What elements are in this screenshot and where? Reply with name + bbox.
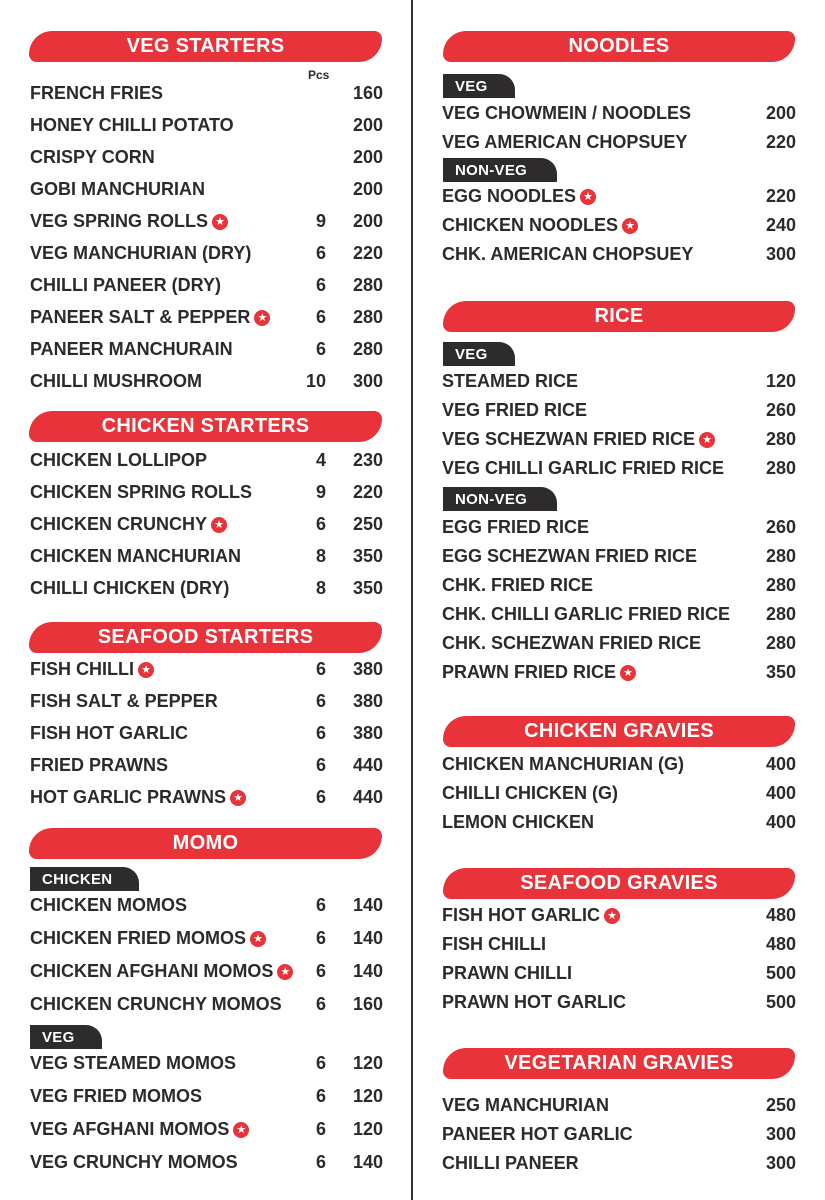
menu-item-row <box>0 723 411 751</box>
menu-item-price: 440 <box>352 755 383 775</box>
menu-item-row <box>0 339 411 367</box>
menu-item-row <box>0 787 411 815</box>
menu-item-name-text: CHILLI CHICKEN (DRY) <box>30 578 230 598</box>
menu-item-name <box>30 928 266 949</box>
menu-item-row <box>0 1152 411 1180</box>
menu-item-name <box>30 578 229 599</box>
menu-item-name-text: CHICKEN AFGHANI MOMOS <box>30 961 274 981</box>
menu-item-name <box>442 244 693 265</box>
menu-item-pcs: 6 <box>315 275 326 295</box>
menu-item-name <box>442 575 593 596</box>
menu-item-name-text: VEG MANCHURIAN <box>442 1095 610 1115</box>
menu-item-pcs: 6 <box>315 1152 326 1172</box>
menu-item-pcs: 9 <box>315 482 326 502</box>
menu-item-name <box>442 371 578 392</box>
menu-item-name <box>442 132 687 153</box>
menu-item-pcs: 4 <box>315 450 326 470</box>
menu-item-name <box>30 1152 238 1173</box>
menu-item-row <box>0 371 411 399</box>
menu-item-price: 400 <box>765 812 796 832</box>
menu-item-row <box>0 578 411 606</box>
menu-item-pcs: 9 <box>315 211 326 231</box>
menu-item-name <box>442 633 701 654</box>
menu-item-row <box>413 103 825 131</box>
menu-item-price: 280 <box>352 307 383 327</box>
menu-item-price: 300 <box>765 244 796 264</box>
menu-item-name-text: FRIED PRAWNS <box>30 755 169 775</box>
menu-item-name <box>442 604 730 625</box>
menu-item-row <box>0 450 411 478</box>
menu-item-price: 500 <box>765 963 796 983</box>
menu-item-name-text: PANEER SALT & PEPPER <box>30 307 251 327</box>
menu-item-price: 200 <box>352 211 383 231</box>
menu-item-row <box>413 963 825 991</box>
seafood-gravies-header: SEAFOOD GRAVIES <box>443 868 795 899</box>
noodles-veg-tag: VEG <box>443 74 515 98</box>
seafood-starters-header: SEAFOOD STARTERS <box>29 622 382 653</box>
menu-item-name-text: STEAMED RICE <box>442 371 579 391</box>
menu-item-name <box>442 754 684 775</box>
menu-item-price: 200 <box>352 115 383 135</box>
menu-item-price: 280 <box>352 275 383 295</box>
chicken-starters-header: CHICKEN STARTERS <box>29 411 382 442</box>
menu-item-name-text: VEG MANCHURIAN (DRY) <box>30 243 252 263</box>
menu-item-price: 120 <box>765 371 796 391</box>
menu-item-price: 350 <box>765 662 796 682</box>
menu-item-row <box>413 546 825 574</box>
menu-item-price: 140 <box>352 895 383 915</box>
menu-item-price: 380 <box>352 659 383 679</box>
menu-item-name <box>30 1053 236 1074</box>
menu-item-name-text: CHICKEN FRIED MOMOS <box>30 928 246 948</box>
menu-item-price: 380 <box>352 691 383 711</box>
menu-item-row <box>0 928 411 956</box>
menu-item-row <box>413 400 825 428</box>
menu-item-name <box>30 895 187 916</box>
menu-item-row <box>0 755 411 783</box>
menu-item-row <box>413 429 825 457</box>
menu-item-name-text: LEMON CHICKEN <box>442 812 594 832</box>
menu-item-name-text: CHICKEN NOODLES <box>442 215 619 235</box>
menu-item-name <box>442 103 691 124</box>
star-icon: ★ <box>233 1122 249 1138</box>
menu-item-price: 400 <box>765 783 796 803</box>
menu-item-price: 500 <box>765 992 796 1012</box>
menu-item-row <box>413 244 825 272</box>
star-icon: ★ <box>212 214 228 230</box>
menu-item-name-text: FISH SALT & PEPPER <box>30 691 218 711</box>
star-icon: ★ <box>230 790 246 806</box>
menu-item-price: 230 <box>352 450 383 470</box>
menu-item-name <box>442 400 587 421</box>
rice-header: RICE <box>443 301 795 332</box>
menu-item-name-text: VEG CRUNCHY MOMOS <box>30 1152 238 1172</box>
menu-item-row <box>413 215 825 243</box>
menu-item-name <box>30 1086 202 1107</box>
menu-item-row <box>0 147 411 175</box>
menu-item-pcs: 6 <box>315 339 326 359</box>
menu-item-pcs: 6 <box>315 243 326 263</box>
menu-item-name <box>30 787 246 808</box>
menu-item-name-text: CHILLI PANEER <box>442 1153 579 1173</box>
menu-item-row <box>413 458 825 486</box>
menu-item-pcs: 6 <box>315 659 326 679</box>
menu-item-name <box>30 755 168 776</box>
menu-item-price: 220 <box>765 186 796 206</box>
menu-item-name <box>30 147 155 168</box>
menu-item-name <box>442 517 589 538</box>
menu-item-row <box>413 186 825 214</box>
vegetarian-gravies-header: VEGETARIAN GRAVIES <box>443 1048 795 1079</box>
menu-item-name-text: FISH HOT GARLIC <box>442 905 600 925</box>
menu-item-price: 280 <box>765 604 796 624</box>
menu-item-name-text: HONEY CHILLI POTATO <box>30 115 234 135</box>
star-icon: ★ <box>699 432 715 448</box>
menu-item-name <box>442 458 724 479</box>
menu-item-row <box>0 994 411 1022</box>
menu-item-row <box>0 1053 411 1081</box>
menu-item-pcs: 6 <box>315 787 326 807</box>
menu-item-name-text: PANEER MANCHURAIN <box>30 339 233 359</box>
menu-item-row <box>413 812 825 840</box>
menu-item-pcs: 6 <box>315 514 326 534</box>
menu-item-name-text: FISH HOT GARLIC <box>30 723 188 743</box>
menu-item-row <box>0 514 411 542</box>
menu-item-name <box>30 546 241 567</box>
menu-item-price: 300 <box>765 1124 796 1144</box>
menu-item-name-text: VEG STEAMED MOMOS <box>30 1053 237 1073</box>
menu-item-name <box>442 992 626 1013</box>
right-column <box>413 0 825 1200</box>
menu-item-price: 220 <box>352 482 383 502</box>
menu-item-price: 120 <box>352 1086 383 1106</box>
menu-item-row <box>413 633 825 661</box>
menu-item-price: 220 <box>352 243 383 263</box>
menu-item-pcs: 6 <box>315 1119 326 1139</box>
menu-item-row <box>413 905 825 933</box>
menu-item-price: 400 <box>765 754 796 774</box>
menu-item-name-text: HOT GARLIC PRAWNS <box>30 787 226 807</box>
menu-item-name <box>30 211 228 232</box>
menu-item-price: 140 <box>352 928 383 948</box>
menu-item-name <box>442 1095 609 1116</box>
menu-item-name-text: VEG SCHEZWAN FRIED RICE <box>442 429 696 449</box>
menu-item-pcs: 6 <box>315 994 326 1014</box>
menu-item-name-text: CHK. CHILLI GARLIC FRIED RICE <box>442 604 730 624</box>
menu-item-name-text: CHK. SCHEZWAN FRIED RICE <box>442 633 702 653</box>
menu-item-pcs: 6 <box>315 307 326 327</box>
menu-item-price: 220 <box>765 132 796 152</box>
menu-item-name <box>442 186 596 207</box>
menu-item-row <box>413 1124 825 1152</box>
menu-item-row <box>0 307 411 335</box>
menu-item-pcs: 6 <box>315 755 326 775</box>
star-icon: ★ <box>254 310 270 326</box>
menu-item-row <box>413 754 825 782</box>
menu-item-price: 280 <box>765 458 796 478</box>
menu-item-name-text: FRENCH FRIES <box>30 83 164 103</box>
menu-item-name <box>442 934 546 955</box>
menu-item-name <box>442 812 594 833</box>
menu-item-row <box>0 275 411 303</box>
menu-item-row <box>0 961 411 989</box>
menu-item-name-text: CHICKEN CRUNCHY MOMOS <box>30 994 282 1014</box>
menu-item-name <box>442 783 618 804</box>
menu-item-name <box>30 482 252 503</box>
menu-item-name <box>30 115 234 136</box>
star-icon: ★ <box>622 218 638 234</box>
menu-item-row <box>0 691 411 719</box>
menu-item-price: 240 <box>765 215 796 235</box>
menu-item-price: 280 <box>765 633 796 653</box>
star-icon: ★ <box>604 908 620 924</box>
menu-item-price: 280 <box>352 339 383 359</box>
menu-item-row <box>0 83 411 111</box>
menu-item-row <box>0 179 411 207</box>
menu-item-pcs: 6 <box>315 1086 326 1106</box>
menu-item-row <box>0 482 411 510</box>
star-icon: ★ <box>211 517 227 533</box>
menu-item-price: 280 <box>765 429 796 449</box>
menu-item-price: 260 <box>765 400 796 420</box>
menu-item-row <box>413 662 825 690</box>
menu-item-price: 350 <box>352 546 383 566</box>
menu-item-price: 440 <box>352 787 383 807</box>
rice-nonveg-tag: NON-VEG <box>443 487 557 511</box>
menu-item-name-text: FISH CHILLI <box>442 934 546 954</box>
menu-item-pcs: 6 <box>315 691 326 711</box>
chicken-gravies-header: CHICKEN GRAVIES <box>443 716 795 747</box>
menu-item-name-text: VEG CHILLI GARLIC FRIED RICE <box>442 458 725 478</box>
menu-item-row <box>413 992 825 1020</box>
veg-starters-header: VEG STARTERS <box>29 31 382 62</box>
menu-item-price: 140 <box>352 1152 383 1172</box>
menu-item-row <box>413 132 825 160</box>
menu-item-price: 480 <box>765 934 796 954</box>
star-icon: ★ <box>138 662 154 678</box>
menu-item-name <box>442 1153 579 1174</box>
menu-item-name <box>30 243 251 264</box>
menu-item-name-text: FISH CHILLI <box>30 659 134 679</box>
menu-item-name <box>30 691 218 712</box>
menu-item-name-text: CHILLI CHICKEN (G) <box>442 783 618 803</box>
menu-item-name-text: EGG SCHEZWAN FRIED RICE <box>442 546 698 566</box>
menu-item-name-text: CHK. FRIED RICE <box>442 575 594 595</box>
menu-item-pcs: 8 <box>315 578 326 598</box>
menu-item-name <box>30 450 207 471</box>
star-icon: ★ <box>580 189 596 205</box>
rice-veg-tag: VEG <box>443 342 515 366</box>
menu-item-price: 250 <box>765 1095 796 1115</box>
menu-item-name-text: CHICKEN CRUNCHY <box>30 514 208 534</box>
momo-chicken-tag: CHICKEN <box>30 867 139 891</box>
menu-item-name <box>30 961 293 982</box>
menu-item-name-text: PRAWN FRIED RICE <box>442 662 617 682</box>
menu-item-row <box>413 604 825 632</box>
menu-item-name-text: PANEER HOT GARLIC <box>442 1124 633 1144</box>
menu-item-pcs: 10 <box>305 371 326 391</box>
menu-item-name-text: VEG AFGHANI MOMOS <box>30 1119 230 1139</box>
menu-item-name <box>30 994 282 1015</box>
menu-item-row <box>413 783 825 811</box>
menu-item-pcs: 6 <box>315 1053 326 1073</box>
menu-item-name-text: CHICKEN SPRING ROLLS <box>30 482 253 502</box>
menu-item-row <box>413 934 825 962</box>
menu-item-price: 140 <box>352 961 383 981</box>
menu-item-price: 380 <box>352 723 383 743</box>
menu-item-price: 350 <box>352 578 383 598</box>
momo-header: MOMO <box>29 828 382 859</box>
menu-item-name-text: CHICKEN LOLLIPOP <box>30 450 208 470</box>
menu-item-name <box>30 659 154 680</box>
menu-item-name-text: CHK. AMERICAN CHOPSUEY <box>442 244 694 264</box>
star-icon: ★ <box>277 964 293 980</box>
menu-item-name <box>442 905 620 926</box>
menu-item-name-text: GOBI MANCHURIAN <box>30 179 205 199</box>
menu-item-price: 120 <box>352 1053 383 1073</box>
menu-item-row <box>0 546 411 574</box>
menu-item-name-text: CHICKEN MOMOS <box>30 895 187 915</box>
left-column <box>0 0 411 1200</box>
menu-item-price: 200 <box>352 147 383 167</box>
menu-item-name <box>442 963 572 984</box>
menu-item-name-text: CRISPY CORN <box>30 147 155 167</box>
menu-item-name <box>30 1119 249 1140</box>
menu-item-price: 120 <box>352 1119 383 1139</box>
menu-item-price: 200 <box>352 179 383 199</box>
menu-item-name <box>30 275 221 296</box>
menu-item-price: 260 <box>765 517 796 537</box>
menu-item-price: 300 <box>765 1153 796 1173</box>
menu-item-price: 280 <box>765 546 796 566</box>
menu-item-price: 280 <box>765 575 796 595</box>
menu-item-row <box>0 1086 411 1114</box>
menu-item-name <box>30 307 270 328</box>
menu-item-row <box>413 371 825 399</box>
menu-item-pcs: 8 <box>315 546 326 566</box>
menu-item-name <box>442 1124 633 1145</box>
menu-item-name-text: EGG NOODLES <box>442 186 577 206</box>
menu-item-name-text: VEG FRIED MOMOS <box>30 1086 203 1106</box>
pcs-column-header: Pcs <box>308 68 330 82</box>
menu-item-row <box>413 517 825 545</box>
menu-item-name-text: CHILLI PANEER (DRY) <box>30 275 221 295</box>
menu-item-row <box>413 1153 825 1181</box>
menu-item-name <box>442 215 638 236</box>
menu-item-name-text: CHICKEN MANCHURIAN (G) <box>442 754 684 774</box>
menu-item-name <box>442 429 715 450</box>
menu-item-name <box>442 546 697 567</box>
noodles-nonveg-tag: NON-VEG <box>443 158 557 182</box>
menu-item-name-text: VEG SPRING ROLLS <box>30 211 209 231</box>
menu-item-row <box>0 211 411 239</box>
menu-item-name-text: CHILLI MUSHROOM <box>30 371 202 391</box>
menu-item-name-text: VEG AMERICAN CHOPSUEY <box>442 132 688 152</box>
menu-item-name <box>30 371 202 392</box>
menu-item-name-text: VEG CHOWMEIN / NOODLES <box>442 103 692 123</box>
menu-item-price: 300 <box>352 371 383 391</box>
menu-item-name <box>30 83 163 104</box>
menu-item-name <box>30 723 188 744</box>
menu-item-row <box>0 895 411 923</box>
menu-item-pcs: 6 <box>315 928 326 948</box>
menu-item-name <box>30 179 205 200</box>
menu-item-pcs: 6 <box>315 723 326 743</box>
star-icon: ★ <box>620 665 636 681</box>
menu-item-price: 200 <box>765 103 796 123</box>
star-icon: ★ <box>250 931 266 947</box>
menu-item-price: 160 <box>352 83 383 103</box>
noodles-header: NOODLES <box>443 31 795 62</box>
menu-item-pcs: 6 <box>315 895 326 915</box>
menu-item-row <box>413 575 825 603</box>
menu-item-price: 160 <box>352 994 383 1014</box>
menu-item-price: 480 <box>765 905 796 925</box>
menu-item-name <box>30 514 227 535</box>
momo-veg-tag: VEG <box>30 1025 102 1049</box>
menu-item-name-text: VEG FRIED RICE <box>442 400 588 420</box>
menu-item-row <box>413 1095 825 1123</box>
menu-item-name-text: PRAWN HOT GARLIC <box>442 992 626 1012</box>
menu-item-price: 250 <box>352 514 383 534</box>
menu-item-row <box>0 1119 411 1147</box>
menu-item-name-text: PRAWN CHILLI <box>442 963 572 983</box>
menu-item-pcs: 6 <box>315 961 326 981</box>
menu-item-name-text: EGG FRIED RICE <box>442 517 590 537</box>
menu-item-name <box>30 339 233 360</box>
menu-item-row <box>0 243 411 271</box>
menu-item-row <box>0 115 411 143</box>
menu-item-name-text: CHICKEN MANCHURIAN <box>30 546 241 566</box>
menu-item-name <box>442 662 636 683</box>
menu-item-row <box>0 659 411 687</box>
